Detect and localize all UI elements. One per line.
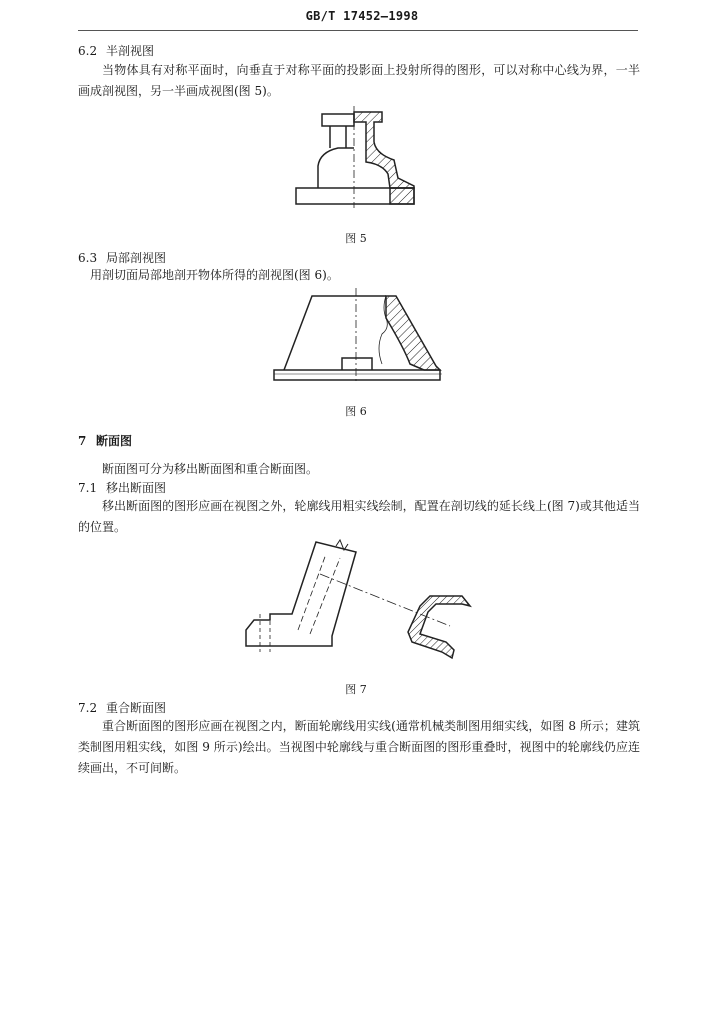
section-title: 局部剖视图 xyxy=(106,251,167,265)
section-6-2-paragraph: 当物体具有对称平面时，向垂直于对称平面的投影面上投射所得的图形，可以对称中心线为界，一半画成剖视图，另一半画成视图(图 5)。 xyxy=(78,63,640,98)
header-rule xyxy=(78,30,638,31)
section-7-heading xyxy=(78,432,132,449)
figure-6-drawing xyxy=(270,288,445,384)
section-7-paragraph: 断面图可分为移出断面图和重合断面图。 xyxy=(102,462,319,476)
section-6-3-paragraph: 用剖切面局部地剖开物体所得的剖视图(图 6)。 xyxy=(90,268,339,282)
section-7-2-paragraph: 重合断面图的图形应画在视图之内，断面轮廓线用实线(通常机械类制图用细实线，如图 8 所示；建筑类制图用粗实线，如图 9 所示)绘出。当视图中轮廓线与重合断面图的图形重叠时，视图中的轮廓线仍应连续画出，不可间断。 xyxy=(78,719,640,775)
section-title: 半剖视图 xyxy=(106,44,155,58)
figure-6-caption: 图 6 xyxy=(345,405,367,418)
section-7-1-heading xyxy=(78,479,166,497)
figure-5-caption: 图 5 xyxy=(345,232,367,245)
figure-7-caption: 图 7 xyxy=(345,683,367,696)
section-title: 移出断面图 xyxy=(106,481,167,495)
document-header: GB/T 17452—1998 xyxy=(305,9,419,23)
figure-5-drawing xyxy=(290,108,420,208)
section-7-2-heading xyxy=(78,699,166,717)
section-number: 6.2 xyxy=(78,44,98,58)
section-title: 重合断面图 xyxy=(106,701,167,715)
section-7-1-paragraph: 移出断面图的图形应画在视图之外，轮廓线用粗实线绘制，配置在剖切线的延长线上(图 7)或其他适当的位置。 xyxy=(78,499,640,534)
section-6-2-heading xyxy=(78,42,154,60)
section-number: 7.2 xyxy=(78,701,98,715)
section-number: 7 xyxy=(78,434,87,448)
section-number: 7.1 xyxy=(78,481,98,495)
section-title: 断面图 xyxy=(96,434,133,448)
figure-7-drawing xyxy=(240,534,475,664)
section-number: 6.3 xyxy=(78,251,98,265)
